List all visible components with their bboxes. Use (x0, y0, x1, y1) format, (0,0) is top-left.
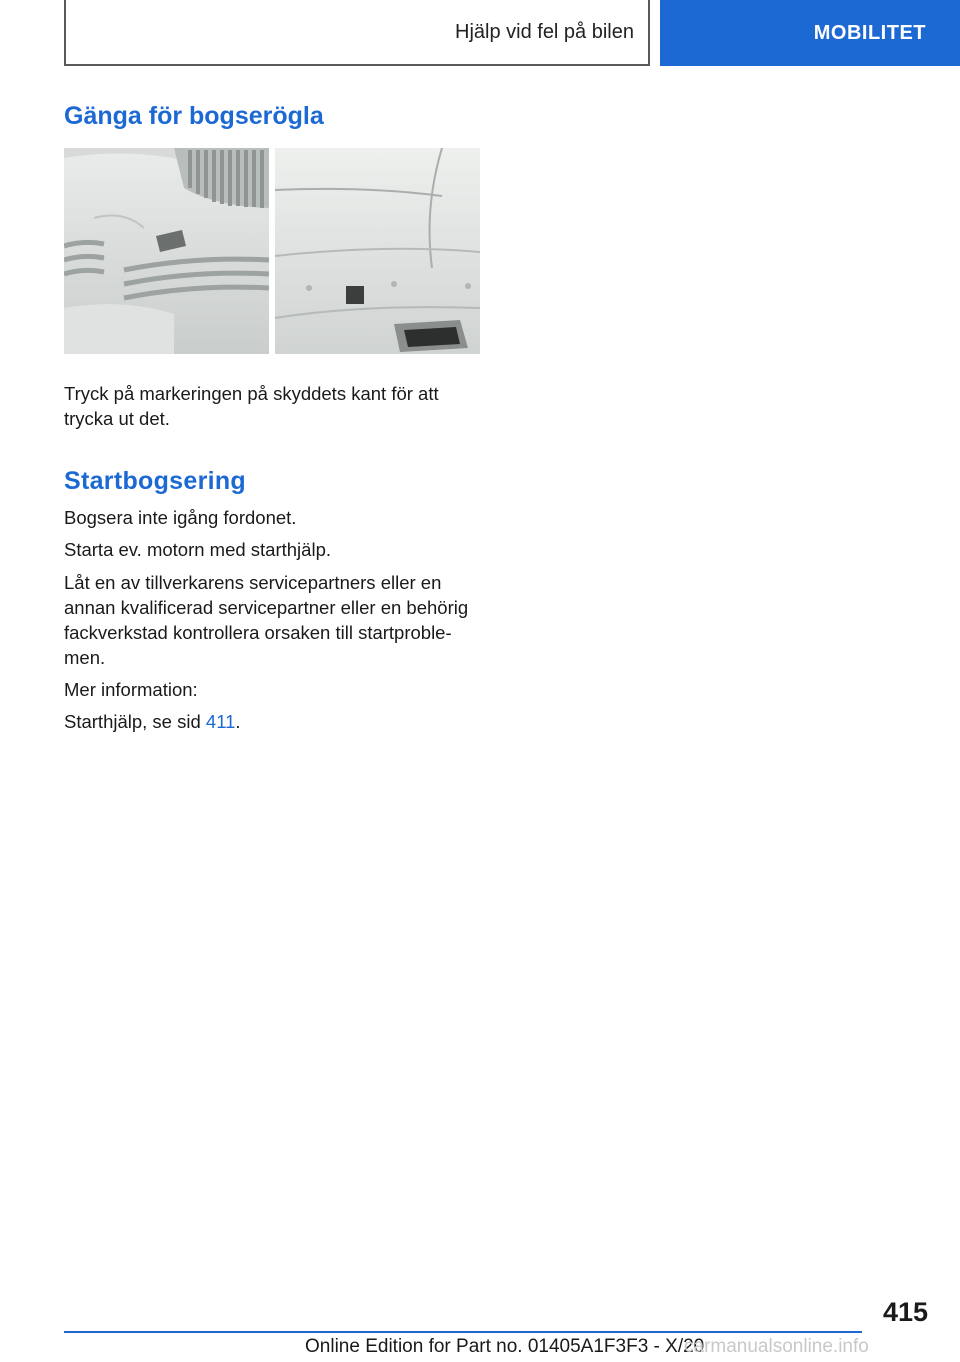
footer-rule (64, 1331, 862, 1333)
section-heading-tow-thread: Gänga för bogserögla (64, 102, 324, 130)
paragraph-no-tow-start: Bogsera inte igång fordonet. (64, 507, 297, 528)
watermark: carmanualsonline.info (684, 1336, 869, 1357)
tow-thread-cover-rear (346, 286, 364, 304)
exhaust-tip (394, 320, 468, 352)
page-number: 415 (882, 1297, 928, 1327)
header-section-title: Hjälp vid fel på bilen (455, 20, 634, 43)
header-chapter-tab[interactable] (660, 0, 960, 66)
paragraph-more-info: Mer information: (64, 679, 198, 700)
xref-text: Starthjälp, se sid (64, 711, 206, 732)
header-chapter-label: MOBILITET (813, 21, 926, 44)
xref-page-link[interactable]: 411 (205, 711, 236, 732)
footer-edition: Online Edition for Part no. 01405A1F3F3 - X/20 (305, 1336, 705, 1357)
instruction-press-mark: Tryck på markeringen på skyddets kant för att trycka ut det. (64, 383, 439, 429)
xref-end: . (235, 711, 241, 732)
car-bumper-illustration (64, 148, 480, 354)
section-heading-jump-start-tow: Startbogsering (64, 467, 246, 495)
paragraph-jump-start: Starta ev. motorn med starthjälp. (64, 539, 331, 560)
cross-reference (64, 709, 484, 734)
header-section-box (64, 0, 650, 66)
paragraph-service-partner: Låt en av tillverkarens servicepartners eller en annan kvalificerad servicepartner eller en behörig fackverkstad kontrollera orsaken till startproble-men. (64, 572, 469, 668)
